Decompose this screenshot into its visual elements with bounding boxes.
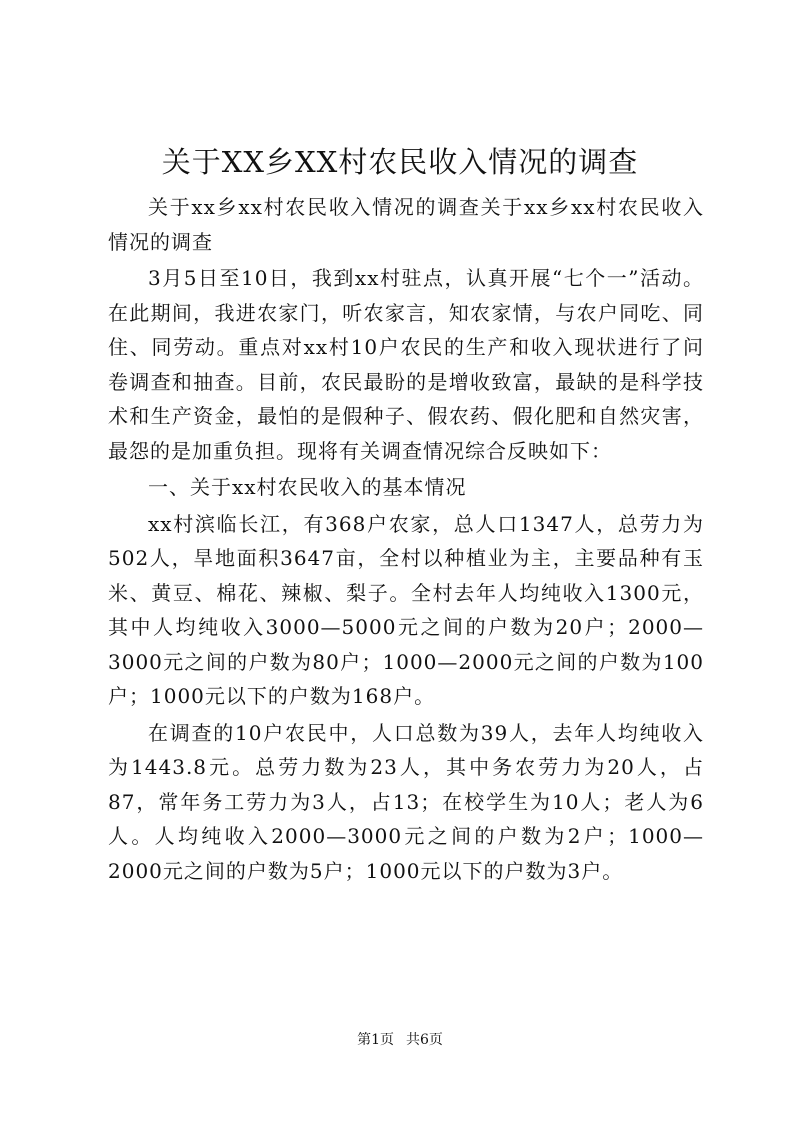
paragraph-village-overview: xx村滨临长江，有368户农家，总人口1347人，总劳力为502人，旱地面积3647亩，全村以种植业为主，主要品种有玉米、黄豆、棉花、辣椒、梨子。全村去年人均纯收入1300元，其中人均纯收入3000—5000元之间的户数为20户；2000—3000元之间的户数为80户；1000—2000元之间的户数为100户；1000元以下的户数为168户。	[108, 511, 704, 708]
paragraph-subtitle: 关于xx乡xx村农民收入情况的调查关于xx乡xx村农民收入情况的调查	[108, 195, 704, 254]
document-body	[108, 190, 704, 890]
page-total: 共6页	[406, 1032, 443, 1048]
section-heading: 一、关于xx村农民收入的基本情况	[148, 475, 467, 499]
page-number: 第1页	[357, 1032, 394, 1048]
paragraph-intro: 3月5日至10日，我到xx村驻点，认真开展“七个一”活动。在此期间，我进农家门，听农家言，知农家情，与农户同吃、同住、同劳动。重点对xx村10户农民的生产和收入现状进行了问卷调查和抽查。目前，农民最盼的是增收致富，最缺的是科学技术和生产资金，最怕的是假种子、假农药、假化肥和自然灾害，最怨的是加重负担。现将有关调查情况综合反映如下：	[108, 266, 704, 463]
paragraph-survey-results: 在调查的10户农民中，人口总数为39人，去年人均纯收入为1443.8元。总劳力数为23人，其中务农劳力为20人，占87，常年务工劳力为3人，占13；在校学生为10人；老人为6人。人均纯收入2000—3000元之间的户数为2户；1000—2000元之间的户数为5户；1000元以下的户数为3户。	[108, 720, 704, 883]
document-title: 关于XX乡XX村农民收入情况的调查	[161, 145, 639, 179]
page-footer	[0, 1030, 800, 1050]
